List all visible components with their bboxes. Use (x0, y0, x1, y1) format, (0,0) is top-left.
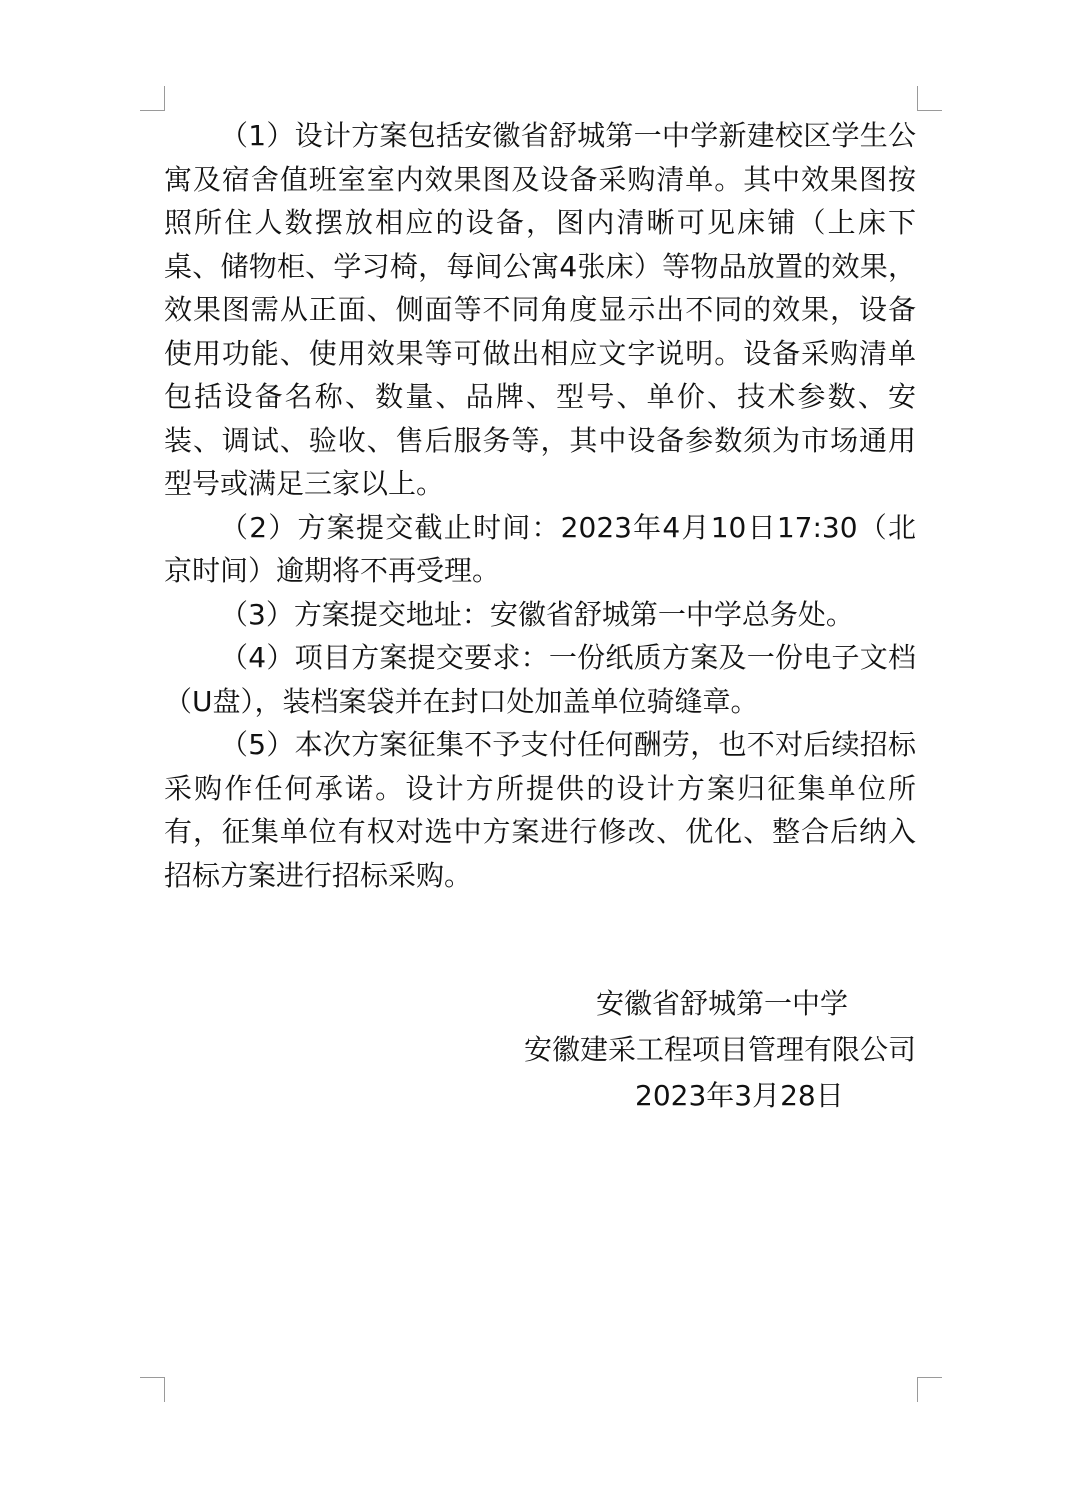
document-body (164, 114, 916, 897)
signature-company: 安徽建采工程项目管理有限公司 (523, 1033, 916, 1066)
crop-mark-bottom-left (140, 1377, 165, 1402)
paragraph-design-scope: （1）设计方案包括安徽省舒城第一中学新建校区学生公寓及宿舍值班室室内效果图及设备采购清单。其中效果图按照所住人数摆放相应的设备，图内清晰可见床铺（上床下桌、储物柜、学习椅，每间公寓4张床）等物品放置的效果，效果图需从正面、侧面等不同角度显示出不同的效果，设备使用功能、使用效果等可做出相应文字说明。设备采购清单包括设备名称、数量、品牌、型号、单价、技术参数、安装、调试、验收、售后服务等，其中设备参数须为市场通用型号或满足三家以上。 (164, 119, 916, 500)
paragraph-submission-requirements: （4）项目方案提交要求：一份纸质方案及一份电子文档（U盘），装档案袋并在封口处加盖单位骑缝章。 (164, 641, 916, 718)
signature-date: 2023年3月28日 (635, 1079, 844, 1112)
paragraph-disclaimer: （5）本次方案征集不予支付任何酬劳，也不对后续招标采购作任何承诺。设计方所提供的设计方案归征集单位所有，征集单位有权对选中方案进行修改、优化、整合后纳入招标方案进行招标采购。 (164, 728, 916, 892)
crop-mark-bottom-right (917, 1377, 942, 1402)
crop-mark-top-right (917, 86, 942, 111)
paragraph-address: （3）方案提交地址：安徽省舒城第一中学总务处。 (220, 597, 854, 631)
paragraph-deadline: （2）方案提交截止时间：2023年4月10日17:30（北京时间）逾期将不再受理。 (164, 510, 916, 587)
crop-mark-top-left (140, 86, 165, 111)
signature-school: 安徽省舒城第一中学 (596, 987, 849, 1020)
